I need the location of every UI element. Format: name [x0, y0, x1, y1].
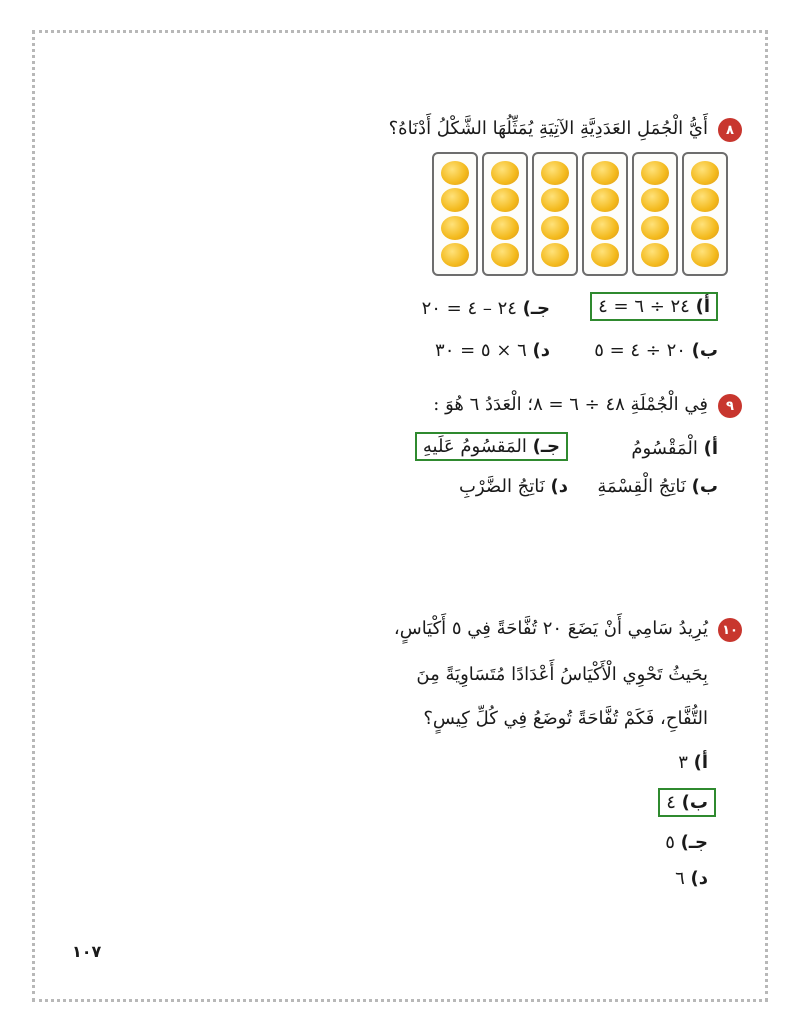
option-label: جـ) — [532, 436, 560, 457]
counter-column — [682, 152, 728, 276]
q8-option-c[interactable] — [422, 298, 550, 319]
option-text: ٢٤ ÷ ٦ = ٤ — [598, 296, 690, 317]
counter-ball — [441, 243, 469, 267]
counter-ball — [491, 161, 519, 185]
counter-column — [582, 152, 628, 276]
counter-column — [482, 152, 528, 276]
counter-ball — [641, 188, 669, 212]
counter-column — [632, 152, 678, 276]
counter-ball — [441, 188, 469, 212]
q9-option-c[interactable] — [415, 436, 568, 457]
counter-ball — [641, 243, 669, 267]
counter-column — [532, 152, 578, 276]
counter-ball — [491, 188, 519, 212]
q10-option-b[interactable] — [658, 792, 716, 813]
question-10-line-1: يُرِيدُ سَامِي أَنْ يَضَعَ ٢٠ تُفَّاحَةً فِي ٥ أَكْيَاسٍ، — [393, 618, 708, 639]
counter-ball — [691, 216, 719, 240]
option-text: ٣ — [678, 752, 688, 773]
option-label: د) — [532, 340, 550, 361]
option-text: الْمَقْسُومُ — [631, 438, 698, 459]
q8-option-d[interactable] — [435, 340, 550, 361]
option-label: جـ) — [522, 298, 550, 319]
question-10-line-3: التُّفَّاحِ، فَكَمْ تُفَّاحَةً تُوضَعُ فِي كُلِّ كِيسٍ؟ — [423, 708, 708, 729]
counter-ball — [591, 188, 619, 212]
option-text: ٤ — [666, 792, 676, 813]
question-8-text: أَيُّ الْجُمَلِ العَدَدِيَّةِ الآتِيَةِ يُمَثِّلُهَا الشَّكْلُ أَدْنَاهُ؟ — [388, 118, 708, 139]
option-label: د) — [550, 476, 568, 497]
counter-ball — [641, 161, 669, 185]
q9-option-d[interactable] — [459, 476, 568, 497]
counter-ball — [541, 188, 569, 212]
counter-column — [432, 152, 478, 276]
option-label: ب) — [691, 340, 718, 361]
option-text: ٦ × ٥ = ٣٠ — [435, 340, 527, 361]
q10-option-d[interactable] — [675, 868, 708, 889]
counter-ball — [691, 161, 719, 185]
question-9-text: فِي الْجُمْلَةِ ٤٨ ÷ ٦ = ٨؛ الْعَدَدُ ٦ هُوَ : — [433, 394, 708, 415]
q9-option-b[interactable] — [597, 476, 718, 497]
counter-ball — [691, 188, 719, 212]
question-9-number: ٩ — [718, 394, 742, 418]
option-label: ب) — [691, 476, 718, 497]
page-number: ١٠٧ — [72, 942, 102, 961]
counter-ball — [691, 243, 719, 267]
counter-ball — [541, 161, 569, 185]
option-text: ٢٤ – ٤ = ٢٠ — [421, 298, 517, 319]
counter-ball — [591, 216, 619, 240]
q8-option-b[interactable] — [594, 340, 718, 361]
counter-ball — [591, 243, 619, 267]
counter-ball — [541, 216, 569, 240]
option-text: ٥ — [665, 832, 675, 853]
question-8-number: ٨ — [718, 118, 742, 142]
counter-ball — [441, 161, 469, 185]
counter-ball — [491, 216, 519, 240]
q10-option-c[interactable] — [665, 832, 708, 853]
option-label: د) — [690, 868, 708, 889]
counter-ball — [591, 161, 619, 185]
option-text: المَقسُومُ عَلَيهِ — [422, 436, 527, 457]
option-label: ب) — [681, 792, 708, 813]
option-text: ٢٠ ÷ ٤ = ٥ — [594, 340, 686, 361]
q8-option-a[interactable] — [590, 296, 718, 317]
question-10-number: ١٠ — [718, 618, 742, 642]
counter-ball — [491, 243, 519, 267]
counters-figure — [410, 152, 728, 278]
option-text: نَاتِجُ الضَّرْبِ — [458, 476, 545, 497]
question-10-line-2: بِحَيثُ تَحْوِي الْأَكْيَاسُ أَعْدَادًا مُتَسَاوِيَةً مِنَ — [416, 664, 708, 685]
option-label: جـ) — [680, 832, 708, 853]
option-text: ٦ — [675, 868, 685, 889]
option-text: نَاتِجُ الْقِسْمَةِ — [597, 476, 686, 497]
counter-ball — [441, 216, 469, 240]
option-label: أ) — [695, 296, 710, 317]
q9-option-a[interactable] — [631, 438, 718, 459]
option-label: أ) — [703, 438, 718, 459]
option-label: أ) — [693, 752, 708, 773]
counter-ball — [641, 216, 669, 240]
counter-ball — [541, 243, 569, 267]
q10-option-a[interactable] — [678, 752, 708, 773]
